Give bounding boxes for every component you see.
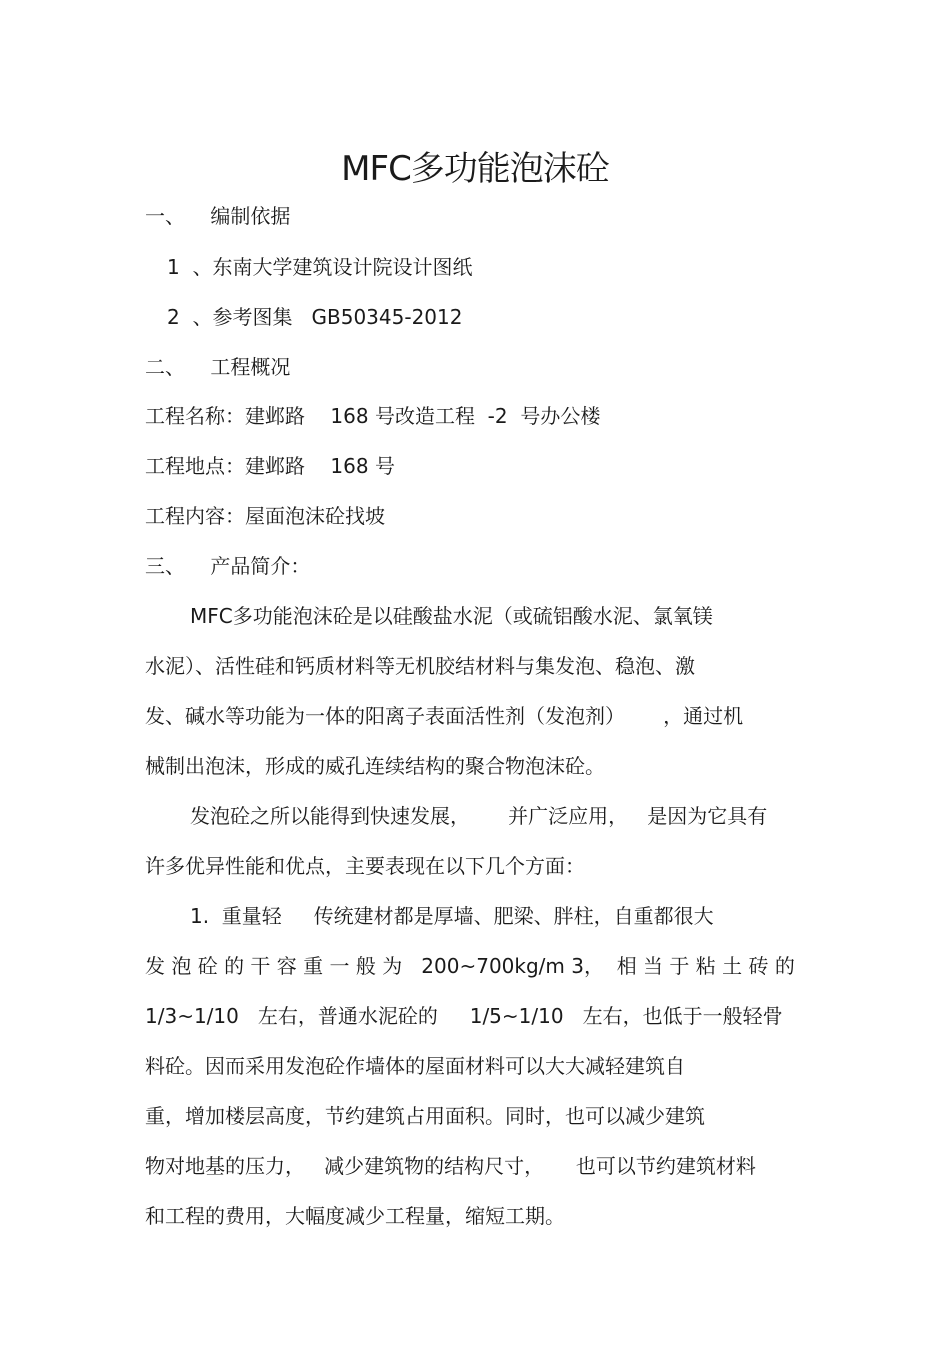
project-name: 工程名称：建邺路 168 号改造工程 -2 号办公楼 bbox=[145, 404, 601, 428]
paragraph-line: 1. 重量轻 传统建材都是厚墙、肥梁、胖柱，自重都很大 bbox=[190, 904, 714, 928]
list-item-basis-1: 1 、东南大学建筑设计院设计图纸 bbox=[167, 255, 473, 279]
paragraph-line: 1/3~1/10 左右，普通水泥砼的 1/5~1/10 左右，也低于一般轻骨 bbox=[145, 1004, 783, 1028]
paragraph-line: MFC多功能泡沫砼是以硅酸盐水泥（或硫铝酸水泥、氯氧镁 bbox=[190, 604, 713, 628]
paragraph-line: 物对地基的压力， 减少建筑物的结构尺寸， 也可以节约建筑材料 bbox=[145, 1154, 756, 1178]
section-heading-basis: 一、 编制依据 bbox=[145, 204, 291, 228]
paragraph-line: 发 泡 砼 的 干 容 重 一 般 为 200~700kg/m 3， 相 当 于 粘 土 砖 的 bbox=[145, 954, 795, 978]
project-location: 工程地点：建邺路 168 号 bbox=[145, 454, 395, 478]
list-item-basis-2: 2 、参考图集 GB50345-2012 bbox=[167, 305, 463, 329]
paragraph-line: 许多优异性能和优点，主要表现在以下几个方面： bbox=[145, 854, 585, 878]
document-title: MFC多功能泡沫砼 bbox=[341, 149, 609, 189]
section-heading-overview: 二、 工程概况 bbox=[145, 355, 291, 379]
paragraph-line: 械制出泡沫，形成的威孔连续结构的聚合物泡沫砼。 bbox=[145, 754, 605, 778]
project-content: 工程内容：屋面泡沫砼找坡 bbox=[145, 504, 385, 528]
paragraph-line: 和工程的费用，大幅度减少工程量，缩短工期。 bbox=[145, 1204, 565, 1228]
paragraph-line: 重，增加楼层高度，节约建筑占用面积。同时，也可以减少建筑 bbox=[145, 1104, 705, 1128]
paragraph-line: 料砼。因而采用发泡砼作墙体的屋面材料可以大大减轻建筑自 bbox=[145, 1054, 685, 1078]
paragraph-line: 发泡砼之所以能得到快速发展， 并广泛应用， 是因为它具有 bbox=[190, 804, 768, 828]
paragraph-line: 水泥）、活性硅和钙质材料等无机胶结材料与集发泡、稳泡、激 bbox=[145, 654, 695, 678]
section-heading-product: 三、 产品简介： bbox=[145, 554, 311, 578]
paragraph-line: 发、碱水等功能为一体的阳离子表面活性剂（发泡剂） ，通过机 bbox=[145, 704, 744, 728]
